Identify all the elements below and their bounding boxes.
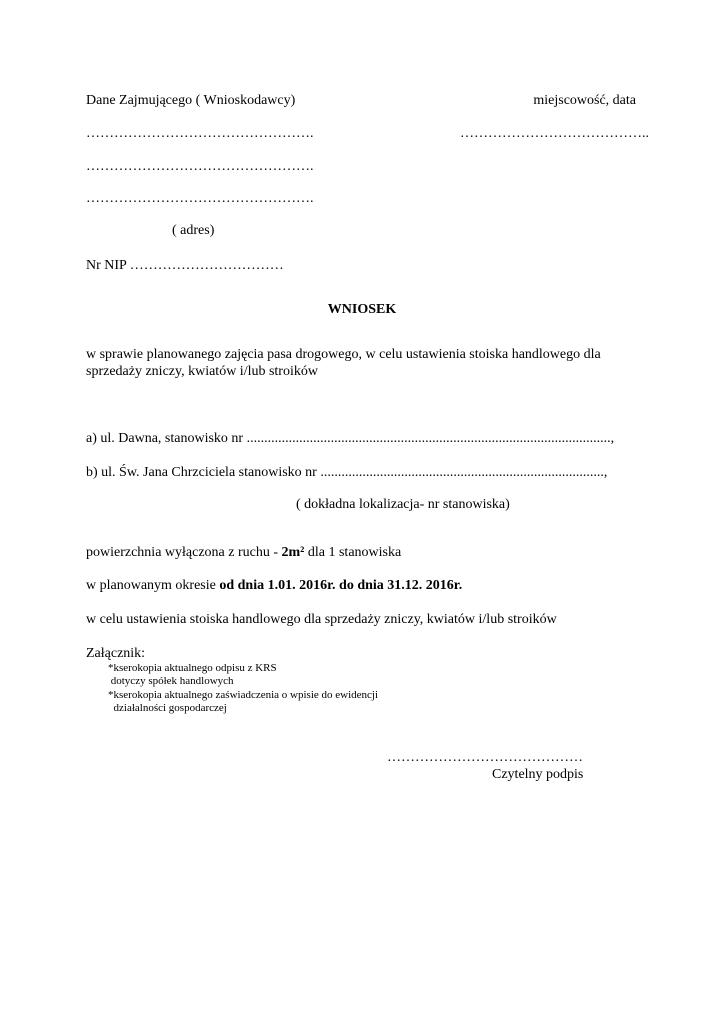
purpose-line: w celu ustawienia stoiska handlowego dla sprzedaży zniczy, kwiatów i/lub stroików	[86, 612, 557, 627]
applicant-field-line-3[interactable]: ………………………………………….	[86, 191, 314, 206]
attachment-item: *kserokopia aktualnego zaświadczenia o wpisie do ewidencji	[108, 689, 379, 701]
period-prefix: w planowanym okresie	[86, 578, 220, 593]
subject-line-2: sprzedaży zniczy, kwiatów i/lub stroików	[86, 364, 318, 379]
period-value: od dnia 1.01. 2016r. do dnia 31.12. 2016r.	[219, 578, 463, 593]
attachment-item: działalności gospodarczej	[108, 702, 227, 714]
area-prefix: powierzchnia wyłączona z ruchu -	[86, 545, 282, 560]
signature-field[interactable]: ……………………………………	[387, 750, 583, 765]
attachment-item: dotyczy spółek handlowych	[108, 675, 234, 687]
place-date-field[interactable]: …………………………………..	[460, 126, 649, 141]
location-a-field[interactable]: a) ul. Dawna, stanowisko nr ........................................................................................................,	[86, 431, 615, 446]
period-line	[86, 577, 462, 594]
location-note: ( dokładna lokalizacja- nr stanowiska)	[296, 497, 510, 512]
area-value: 2m²	[281, 545, 305, 560]
location-b-field[interactable]: b) ul. Św. Jana Chrzciciela stanowisko nr .................................................................................,	[86, 465, 608, 480]
subject-line-1: w sprawie planowanego zajęcia pasa drogowego, w celu ustawienia stoiska handlowego dla	[86, 347, 601, 362]
signature-label: Czytelny podpis	[492, 767, 584, 782]
attachment-item: *kserokopia aktualnego odpisu z KRS	[108, 662, 277, 674]
applicant-label: Dane Zajmującego ( Wnioskodawcy)	[86, 93, 296, 108]
attachments-label: Załącznik:	[86, 646, 146, 661]
applicant-field-line-1[interactable]: ………………………………………….	[86, 126, 314, 141]
nip-field[interactable]: Nr NIP ……………………………	[86, 258, 284, 273]
area-suffix: dla 1 stanowiska	[304, 545, 402, 560]
applicant-field-line-2[interactable]: ………………………………………….	[86, 159, 314, 174]
address-label: ( adres)	[172, 223, 215, 238]
document-title: WNIOSEK	[327, 302, 397, 317]
area-line	[86, 544, 401, 561]
place-date-label: miejscowość, data	[533, 93, 636, 108]
